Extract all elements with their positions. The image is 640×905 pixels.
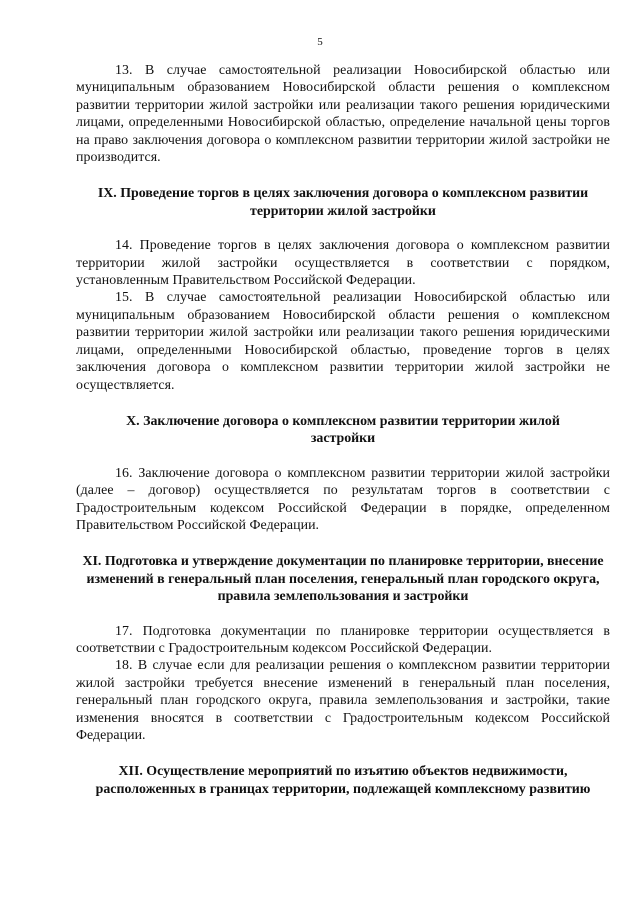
paragraph-16: 16. Заключение договора о комплексном развитии территории жилой застройки (далее – договор) осуществляется по результатам торгов в соответствии с Градостроительным кодексом Российской Федерации в порядке, определенном Правительством Российской Федерации. [76,465,610,533]
section-heading-xi: XI. Подготовка и утверждение документации по планировке территории, внесение изменений в генеральный план поселения, генеральный план городского округа, правила землепользования и застройки [82,554,604,605]
paragraph-17: 17. Подготовка документации по планировке территории осуществляется в соответствии с Градостроительным кодексом Российской Федерации. [76,623,610,656]
spacer [76,606,610,623]
spacer [76,448,610,465]
spacer [76,394,610,413]
paragraph-14: 14. Проведение торгов в целях заключения договора о комплексном развитии территории жилой застройки осуществляется в соответствии с порядком, установленным Правительством Российской Федерации. [76,238,610,289]
spacer [76,744,610,763]
spacer [76,534,610,553]
spacer [76,166,610,185]
section-heading-x: X. Заключение договора о комплексном развитии территории жилой застройки [126,413,560,447]
paragraph-18: 18. В случае если для реализации решения о комплексном развитии территории жилой застройки требуется внесение изменений в генеральный план поселения, генеральный план городского округа, правила землепользования и застройки, такие изменения вносятся в соответствии с Градостроительным кодексом Российской Федерации. [76,658,610,743]
paragraph-13: 13. В случае самостоятельной реализации Новосибирской областью или муниципальным образованием Новосибирской области решения о комплексном развитии территории жилой застройки или реализации такого решения юридическими лицами, определенными Новосибирской областью, определение начальной цены торгов на право заключения договора о комплексном развитии территории жилой застройки не производится. [76,63,610,166]
section-heading-ix: IX. Проведение торгов в целях заключения договора о комплексном развитии территории жилой застройки [97,186,589,219]
page-number: 5 [317,36,323,48]
paragraph-15: 15. В случае самостоятельной реализации Новосибирской областью или муниципальным образованием Новосибирской области решения о комплексном развитии территории жилой застройки или реализации такого решения юридическими лицами, определенными Новосибирской областью, проведение торгов в целях заключения договора о комплексном развитии территории жилой застройки не осуществляется. [76,290,610,393]
section-heading-xii: XII. Осуществление мероприятий по изъятию объектов недвижимости, расположенных в границах территории, подлежащей комплексному развитию [95,764,591,797]
document-body [76,62,610,798]
spacer [76,220,610,237]
